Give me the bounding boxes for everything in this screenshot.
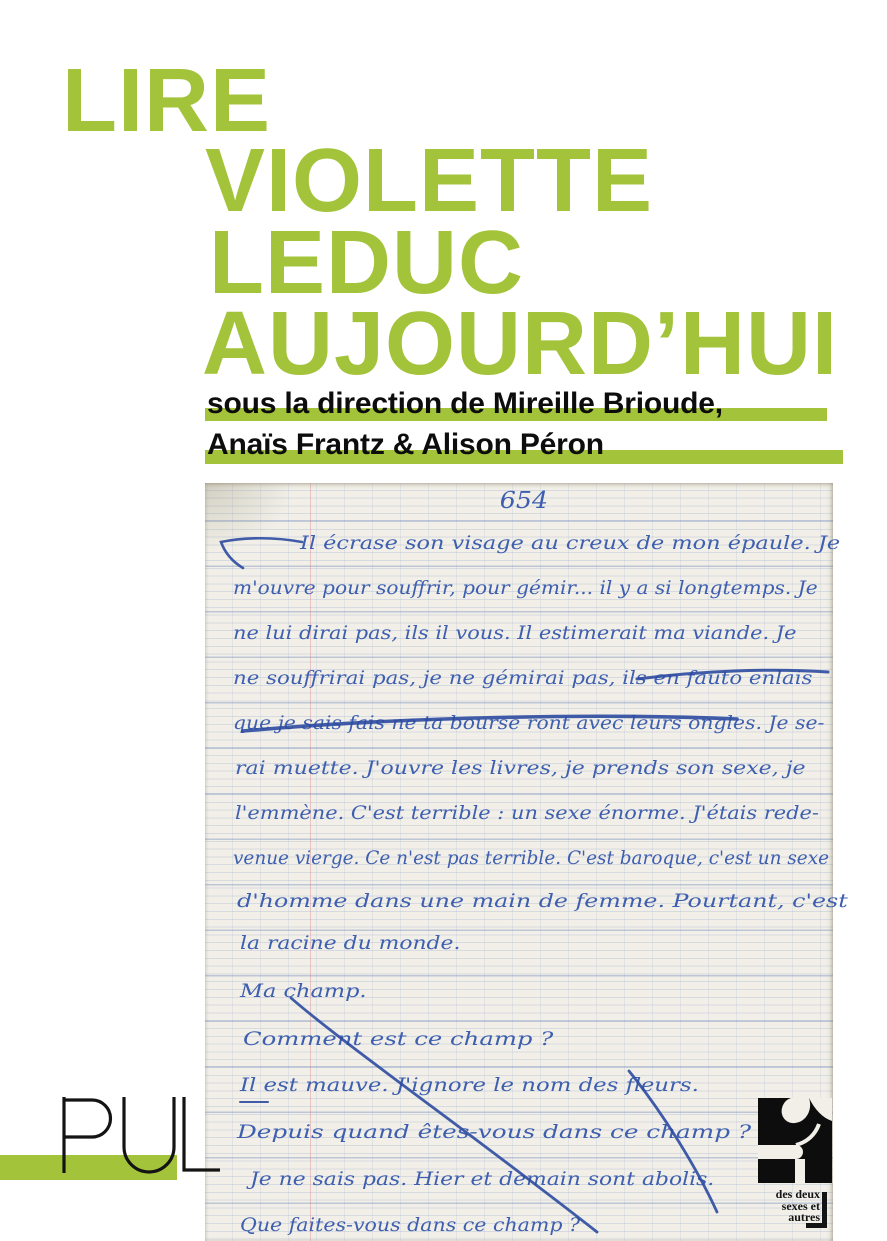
manuscript-line: Il écrase son visage au creux de mon épaule. Je [300,532,841,554]
manuscript-line: Comment est ce champ ? [243,1028,554,1050]
manuscript-line: venue vierge. Ce n'est pas terrible. C'est baroque, c'est un sexe [233,847,830,869]
manuscript-line: ne souffrirai pas, je ne gémirai pas, ils en fauto enlais [233,667,813,689]
title-line-3: LEDUC [209,213,524,313]
manuscript-line: d'homme dans une main de femme. Pourtant, c'est [237,890,848,912]
manuscript-line: Je ne sais pas. Hier et demain sont abolis. [250,1168,715,1190]
pul-logo-text [0,0,1,1]
manuscript-line: Ma champ. [240,980,367,1002]
manuscript-line: la racine du monde. [240,932,461,954]
manuscript-line: que je sais fais ne ta bourse ront avec leurs ongles. Je se- [233,712,825,734]
manuscript-line: Que faites-vous dans ce champ ? [240,1214,581,1236]
subtitle-line-1: sous la direction de Mireille Brioude, [207,387,723,420]
title-line-4: AUJOURD’HUI [202,294,839,394]
manuscript-page-number: 654 [499,488,549,514]
title-line-2: VIOLETTE [205,131,654,231]
collection-name-line-1: des deux [775,1187,820,1201]
pul-letter-u [124,1097,174,1172]
subtitle-line-2: Anaïs Frantz & Alison Péron [207,428,604,461]
pul-letter-p-bowl [64,1100,111,1137]
paper-crease [205,483,295,553]
manuscript-line: rai muette. J'ouvre les livres, je prends son sexe, je [235,757,806,779]
manuscript-line: l'emmène. C'est terrible : un sexe énorme. J'étais rede- [235,802,819,824]
pul-green-bar [0,1155,177,1180]
collection-name [720,1189,820,1224]
manuscript-line: m'ouvre pour souffrir, pour gémir... il y a si longtemps. Je [233,577,818,599]
collection-name-line-2: sexes et [781,1198,820,1213]
manuscript-line: ne lui dirai pas, ils il vous. Il estimerait ma viande. Je [233,622,797,644]
title-line-1: LIRE [62,51,272,151]
manuscript-line: Depuis quand êtes-vous dans ce champ ? [237,1121,752,1143]
collection-name-line-3: autres [788,1210,820,1224]
manuscript-line: Il est mauve. J'ignore le nom des fleurs. [240,1074,699,1096]
pul-letters [64,1097,220,1173]
